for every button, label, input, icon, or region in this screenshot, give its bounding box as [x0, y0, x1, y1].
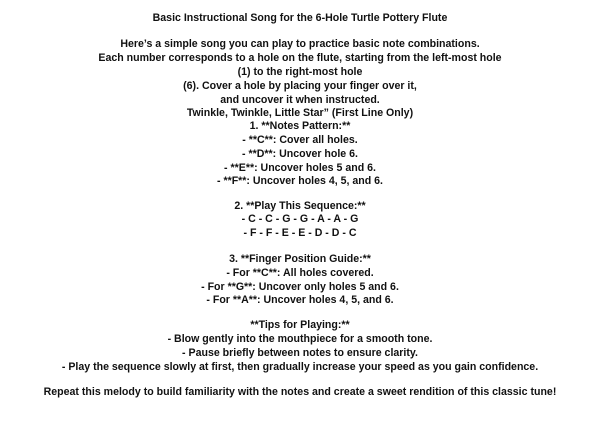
intro-line-1: Here’s a simple song you can play to practice basic note combinations. [120, 38, 480, 50]
finger-guide-item: - For **A**: Uncover holes 4, 5, and 6. [206, 294, 394, 306]
sequence-heading: 2. **Play This Sequence:** [234, 200, 366, 212]
finger-guide-heading: 3. **Finger Position Guide:** [229, 253, 371, 265]
sequence-line: - C - C - G - G - A - A - G [241, 213, 359, 225]
tips-heading: **Tips for Playing:** [250, 319, 350, 331]
document-title: Basic Instructional Song for the 6-Hole Turtle Pottery Flute [152, 12, 448, 24]
tips-item: - Pause briefly between notes to ensure clarity. [182, 347, 418, 359]
intro-line-4: (6). Cover a hole by placing your finger over it, [183, 80, 417, 92]
intro-line-2: Each number corresponds to a hole on the flute, starting from the left-most hole [98, 52, 502, 64]
tips-item: - Blow gently into the mouthpiece for a smooth tone. [167, 333, 433, 345]
notes-pattern-item: - **D**: Uncover hole 6. [242, 148, 358, 160]
tips-item: - Play the sequence slowly at first, then gradually increase your speed as you gain confidence. [61, 361, 539, 373]
notes-pattern-item: - **F**: Uncover holes 4, 5, and 6. [216, 175, 384, 187]
closing-line: Repeat this melody to build familiarity with the notes and create a sweet rendition of this classic tune! [43, 386, 557, 398]
notes-pattern-item: - **E**: Uncover holes 5 and 6. [224, 162, 376, 174]
notes-pattern-item: - **C**: Cover all holes. [242, 134, 358, 146]
finger-guide-item: - For **G**: Uncover only holes 5 and 6. [201, 281, 399, 293]
intro-line-6: Twinkle, Twinkle, Little Star” (First Line Only) [186, 107, 414, 119]
finger-guide-item: - For **C**: All holes covered. [226, 267, 374, 279]
intro-line-3: (1) to the right-most hole [237, 66, 363, 78]
sequence-line: - F - F - E - E - D - D - C [243, 227, 357, 239]
notes-pattern-heading: 1. **Notes Pattern:** [249, 120, 351, 132]
intro-line-5: and uncover it when instructed. [220, 94, 380, 106]
